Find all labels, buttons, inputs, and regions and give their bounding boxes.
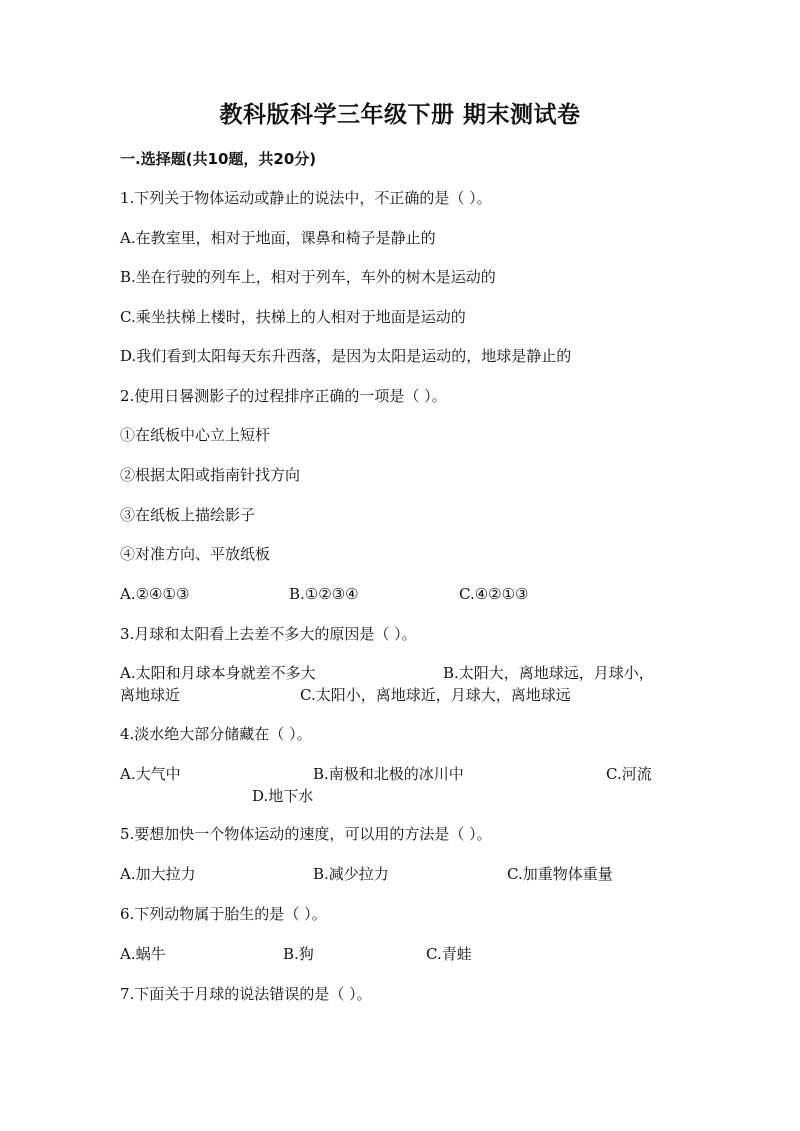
- question-5-option-a: A.加大拉力: [120, 865, 196, 883]
- question-3-option-b-continued: 离地球近: [120, 686, 181, 704]
- question-4-option-d: D.地下水: [252, 787, 314, 805]
- question-3-option-b: B.太阳大，离地球远，月球小，: [443, 664, 654, 682]
- question-4-option-c: C.河流: [606, 765, 652, 783]
- question-4-stem: 4.淡水绝大部分储藏在（ ）。: [120, 725, 312, 743]
- question-4-option-a: A.大气中: [120, 765, 181, 783]
- page-title: 教科版科学三年级下册 期末测试卷: [219, 102, 581, 128]
- question-2-step-2: ②根据太阳或指南针找方向: [120, 466, 301, 484]
- question-2-step-4: ④对准方向、平放纸板: [120, 545, 271, 563]
- question-1-stem: 1.下列关于物体运动或静止的说法中，不正确的是（ ）。: [120, 189, 492, 207]
- question-6-option-a: A.蜗牛: [120, 945, 166, 963]
- question-1-option-d: D.我们看到太阳每天东升西落，是因为太阳是运动的，地球是静止的: [120, 347, 572, 365]
- question-3-option-c: C.太阳小，离地球近，月球大，离地球远: [300, 686, 571, 704]
- question-5-option-b: B.减少拉力: [313, 865, 389, 883]
- question-6-stem: 6.下列动物属于胎生的是（ ）。: [120, 905, 327, 923]
- question-1-option-a: A.在教室里，相对于地面，课鼻和椅子是静止的: [120, 229, 436, 247]
- question-3-option-a: A.太阳和月球本身就差不多大: [120, 664, 316, 682]
- question-7-stem: 7.下面关于月球的说法错误的是（ ）。: [120, 985, 372, 1003]
- question-2-option-c: C.④②①③: [459, 585, 529, 603]
- question-1-option-b: B.坐在行驶的列车上，相对于列车，车外的树木是运动的: [120, 268, 496, 286]
- question-6-option-c: C.青蛙: [426, 945, 472, 963]
- question-2-step-3: ③在纸板上描绘影子: [120, 506, 256, 524]
- question-3-stem: 3.月球和太阳看上去差不多大的原因是（ ）。: [120, 625, 417, 643]
- question-1-option-c: C.乘坐扶梯上楼时，扶梯上的人相对于地面是运动的: [120, 308, 466, 326]
- question-2-step-1: ①在纸板中心立上短杆: [120, 426, 271, 444]
- question-2-option-b: B.①②③④: [289, 585, 359, 603]
- question-2-option-a: A.②④①③: [120, 585, 190, 603]
- question-4-option-b: B.南极和北极的冰川中: [313, 765, 464, 783]
- section-heading: 一.选择题(共10题，共20分): [120, 150, 317, 168]
- question-5-option-c: C.加重物体重量: [507, 865, 613, 883]
- question-6-option-b: B.狗: [283, 945, 314, 963]
- question-2-stem: 2.使用日晷测影子的过程排序正确的一项是（ ）。: [120, 387, 447, 405]
- question-5-stem: 5.要想加快一个物体运动的速度，可以用的方法是（ ）。: [120, 825, 492, 843]
